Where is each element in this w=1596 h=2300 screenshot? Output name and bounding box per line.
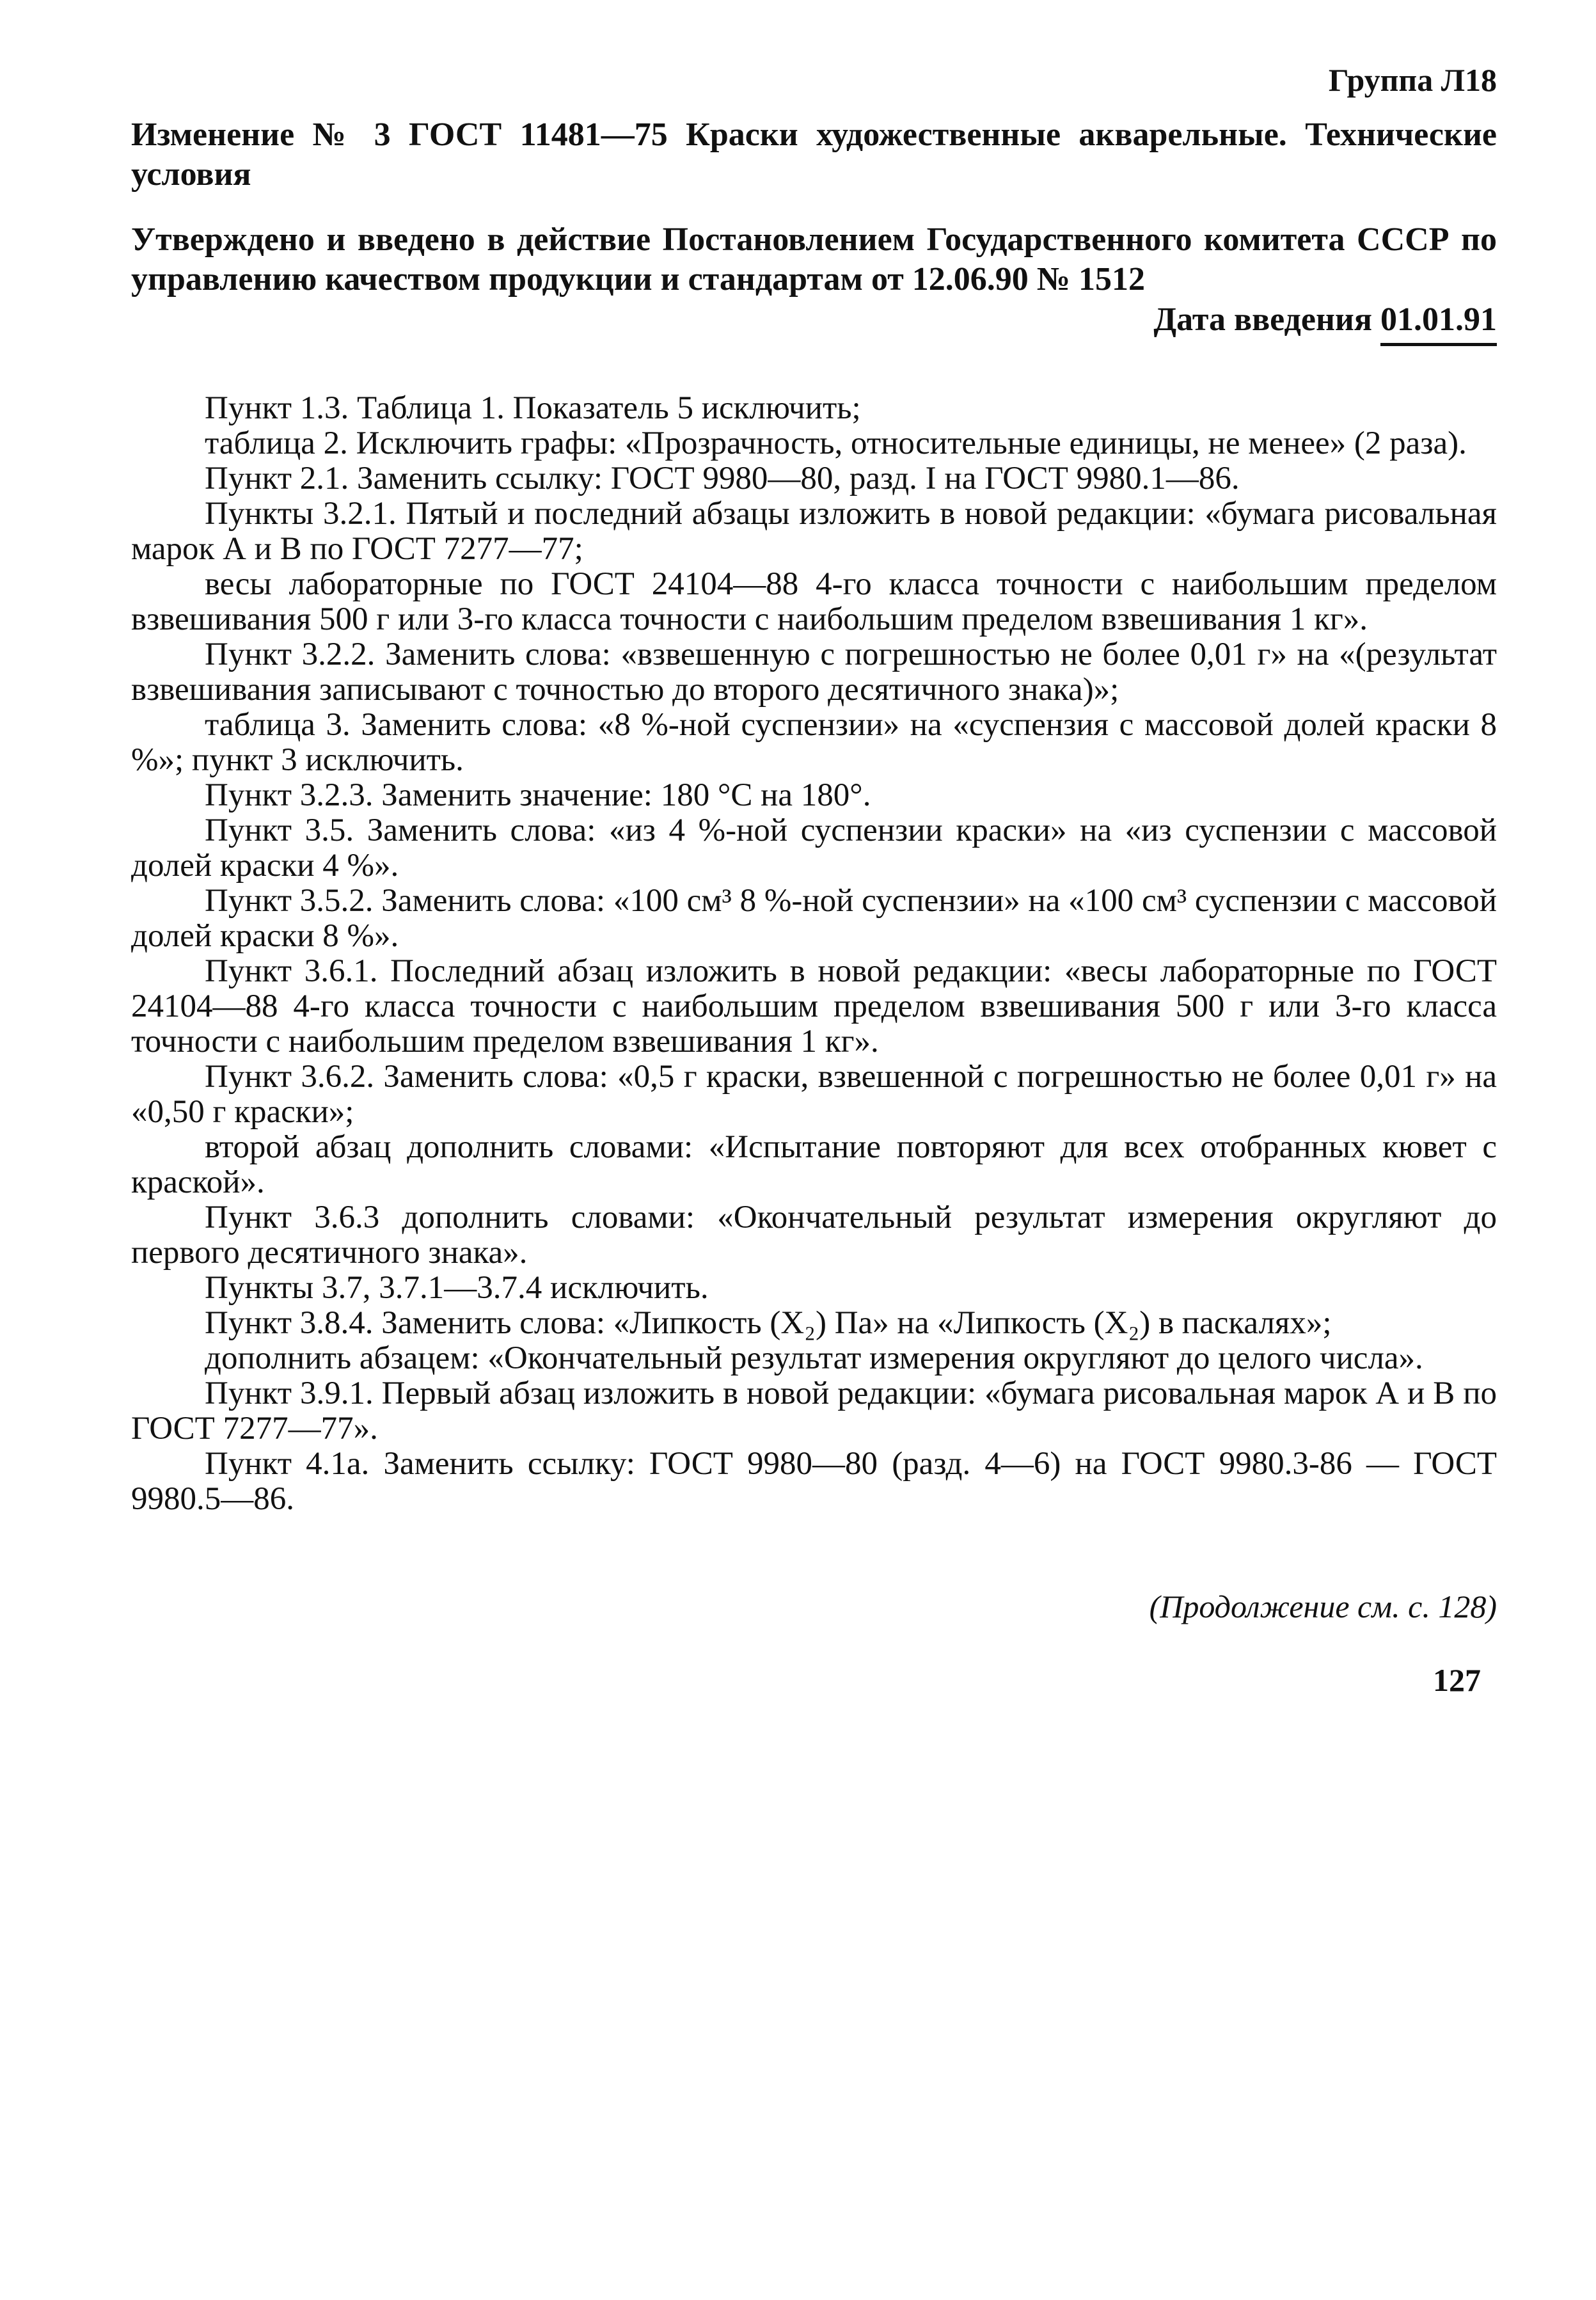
approval-statement: Утверждено и введено в действие Постановлением Государственного комитета СССР по управлению качеством продукции и стандартам от 12.06.90 № 1512 <box>131 221 1497 297</box>
paragraph: Пункт 3.6.3 дополнить словами: «Окончательный результат измерения округляют до первого десятичного знака». <box>131 1200 1497 1271</box>
paragraph: Пункт 3.2.3. Заменить значение: 180 °С на 180°. <box>205 777 871 813</box>
paragraph: Пункт 2.1. Заменить ссылку: ГОСТ 9980—80, разд. I на ГОСТ 9980.1—86. <box>205 461 1240 496</box>
group-label: Группа Л18 <box>1328 62 1497 98</box>
paragraph: весы лабораторные по ГОСТ 24104—88 4-го класса точности с наибольшим пределом взвешивания 500 г или 3-го класса точности с наибольшим пределом взвешивания 1 кг». <box>131 566 1497 637</box>
paragraph: Пункт 3.5. Заменить слова: «из 4 %-ной суспензии краски» на «из суспензии с массовой долей краски 4 %». <box>131 813 1497 884</box>
amendment-body <box>131 391 1497 1517</box>
paragraph: таблица 3. Заменить слова: «8 %-ной суспензии» на «суспензия с массовой долей краски 8 %»; пункт 3 исключить. <box>131 707 1497 778</box>
paragraph: Пункт 3.6.1. Последний абзац изложить в новой редакции: «весы лабораторные по ГОСТ 24104—88 4-го класса точности с наибольшим пределом взвешивания 500 г или 3-го класса точности с наибольшим пределом взвешивания 1 кг». <box>131 953 1497 1059</box>
paragraph: второй абзац дополнить словами: «Испытание повторяют для всех отобранных кювет с краской». <box>131 1129 1497 1200</box>
paragraph: Пункт 3.9.1. Первый абзац изложить в новой редакции: «бумага рисовальная марок А и В по ГОСТ 7277—77». <box>131 1376 1497 1447</box>
document-title: Изменение № 3 ГОСТ 11481—75 Краски художественные акварельные. Технические условия <box>131 116 1497 193</box>
page-number: 127 <box>1433 1662 1481 1698</box>
paragraph: Пункт 1.3. Таблица 1. Показатель 5 исключить; <box>205 390 861 426</box>
continuation-note: (Продолжение см. с. 128) <box>1149 1589 1497 1624</box>
paragraph: Пункт 3.5.2. Заменить слова: «100 см³ 8 %-ной суспензии» на «100 см³ суспензии с массовой долей краски 8 %». <box>131 883 1497 954</box>
paragraph: Пункт 3.8.4. Заменить слова: «Липкость (X₂) Па» на «Липкость (X₂) в паскалях»; <box>205 1305 1332 1341</box>
document-page <box>131 58 1497 1699</box>
paragraph: Пункты 3.2.1. Пятый и последний абзацы изложить в новой редакции: «бумага рисовальная марок А и В по ГОСТ 7277—77; <box>131 496 1497 567</box>
paragraph: дополнить абзацем: «Окончательный результат измерения округляют до целого числа». <box>205 1340 1423 1376</box>
paragraph: Пункт 4.1а. Заменить ссылку: ГОСТ 9980—80 (разд. 4—6) на ГОСТ 9980.3-86 — ГОСТ 9980.5—86. <box>131 1446 1497 1517</box>
effective-date <box>131 299 1497 346</box>
paragraph: Пункт 3.6.2. Заменить слова: «0,5 г краски, взвешенной с погрешностью не более 0,01 г» на «0,50 г краски»; <box>131 1059 1497 1130</box>
effective-date-value: 01.01.91 <box>1380 299 1497 346</box>
paragraph: Пункт 3.2.2. Заменить слова: «взвешенную с погрешностью не более 0,01 г» на «(результат взвешивания записывают с точностью до второго десятичного знака)»; <box>131 637 1497 708</box>
paragraph: таблица 2. Исключить графы: «Прозрачность, относительные единицы, не менее» (2 раза). <box>205 425 1467 461</box>
effective-date-label: Дата введения <box>1153 301 1372 338</box>
paragraph: Пункты 3.7, 3.7.1—3.7.4 исключить. <box>205 1270 709 1306</box>
